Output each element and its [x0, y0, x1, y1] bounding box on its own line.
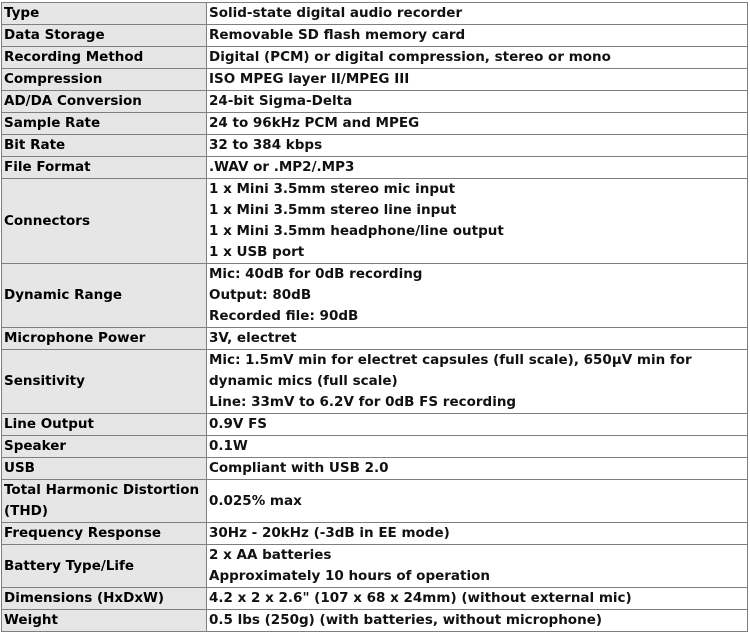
spec-value	[207, 414, 748, 436]
spec-label: Speaker	[2, 436, 207, 458]
spec-value-line: 1 x USB port	[209, 244, 305, 260]
spec-value-line: ISO MPEG layer II/MPEG III	[209, 71, 410, 87]
spec-value	[207, 135, 748, 157]
spec-label: Compression	[2, 69, 207, 91]
spec-value-line: Output: 80dB	[209, 287, 312, 303]
table-row	[2, 113, 748, 135]
table-row	[2, 350, 748, 414]
spec-value-line: 32 to 384 kbps	[209, 137, 323, 153]
spec-label: Recording Method	[2, 47, 207, 69]
table-row	[2, 135, 748, 157]
specifications-table-body	[2, 3, 748, 632]
spec-value-line: 0.5 lbs (250g) (with batteries, without microphone)	[209, 612, 603, 628]
spec-value-line: Line: 33mV to 6.2V for 0dB FS recording	[209, 394, 517, 410]
table-row	[2, 157, 748, 179]
spec-value	[207, 350, 748, 414]
spec-value-line: Recorded file: 90dB	[209, 308, 359, 324]
table-row	[2, 610, 748, 632]
table-row	[2, 264, 748, 328]
spec-value	[207, 436, 748, 458]
spec-value	[207, 328, 748, 350]
spec-value-line: 24 to 96kHz PCM and MPEG	[209, 115, 420, 131]
spec-label: Frequency Response	[2, 523, 207, 545]
spec-value	[207, 588, 748, 610]
spec-value	[207, 480, 748, 523]
spec-label: File Format	[2, 157, 207, 179]
spec-value-line: 1 x Mini 3.5mm headphone/line output	[209, 223, 504, 239]
spec-label: Microphone Power	[2, 328, 207, 350]
spec-label: AD/DA Conversion	[2, 91, 207, 113]
spec-value-line: 24-bit Sigma-Delta	[209, 93, 353, 109]
table-row	[2, 91, 748, 113]
table-row	[2, 588, 748, 610]
table-row	[2, 414, 748, 436]
spec-value-line: 2 x AA batteries	[209, 547, 332, 563]
table-row	[2, 69, 748, 91]
spec-value-line: 1 x Mini 3.5mm stereo mic input	[209, 181, 456, 197]
spec-value-line: .WAV or .MP2/.MP3	[209, 159, 355, 175]
spec-value	[207, 545, 748, 588]
spec-value	[207, 179, 748, 264]
spec-value-line: 4.2 x 2 x 2.6" (107 x 68 x 24mm) (without external mic)	[209, 590, 632, 606]
spec-value	[207, 523, 748, 545]
spec-value-line: Removable SD flash memory card	[209, 27, 466, 43]
spec-value	[207, 264, 748, 328]
spec-label: Total Harmonic Distortion (THD)	[2, 480, 207, 523]
spec-value-line: Mic: 40dB for 0dB recording	[209, 266, 423, 282]
spec-value-line: 0.1W	[209, 438, 248, 454]
spec-value-line: Compliant with USB 2.0	[209, 460, 389, 476]
spec-label: Battery Type/Life	[2, 545, 207, 588]
spec-label: Data Storage	[2, 25, 207, 47]
spec-value-line: 0.025% max	[209, 492, 302, 509]
spec-value	[207, 113, 748, 135]
spec-value-line: Mic: 1.5mV min for electret capsules (full scale), 650μV min for dynamic mics (full scale)	[209, 352, 692, 389]
spec-value	[207, 3, 748, 25]
table-row	[2, 328, 748, 350]
table-row	[2, 545, 748, 588]
table-row	[2, 436, 748, 458]
spec-label: Sensitivity	[2, 350, 207, 414]
spec-label: Weight	[2, 610, 207, 632]
spec-value	[207, 25, 748, 47]
table-row	[2, 458, 748, 480]
spec-label: USB	[2, 458, 207, 480]
spec-value	[207, 69, 748, 91]
spec-label: Dimensions (HxDxW)	[2, 588, 207, 610]
specifications-table	[1, 2, 748, 632]
spec-value-line: Digital (PCM) or digital compression, stereo or mono	[209, 49, 611, 65]
spec-value	[207, 47, 748, 69]
table-row	[2, 47, 748, 69]
spec-label: Connectors	[2, 179, 207, 264]
spec-label: Sample Rate	[2, 113, 207, 135]
spec-value	[207, 157, 748, 179]
spec-value	[207, 91, 748, 113]
spec-label: Dynamic Range	[2, 264, 207, 328]
spec-value	[207, 610, 748, 632]
spec-label: Type	[2, 3, 207, 25]
spec-value-line: 30Hz - 20kHz (-3dB in EE mode)	[209, 525, 450, 541]
spec-value	[207, 458, 748, 480]
table-row	[2, 480, 748, 523]
table-row	[2, 179, 748, 264]
spec-label: Line Output	[2, 414, 207, 436]
table-row	[2, 25, 748, 47]
spec-value-line: Solid-state digital audio recorder	[209, 5, 463, 21]
spec-label: Bit Rate	[2, 135, 207, 157]
spec-value-line: 0.9V FS	[209, 416, 268, 432]
table-row	[2, 3, 748, 25]
spec-value-line: 1 x Mini 3.5mm stereo line input	[209, 202, 457, 218]
spec-value-line: Approximately 10 hours of operation	[209, 568, 491, 584]
table-row	[2, 523, 748, 545]
spec-value-line: 3V, electret	[209, 330, 297, 346]
